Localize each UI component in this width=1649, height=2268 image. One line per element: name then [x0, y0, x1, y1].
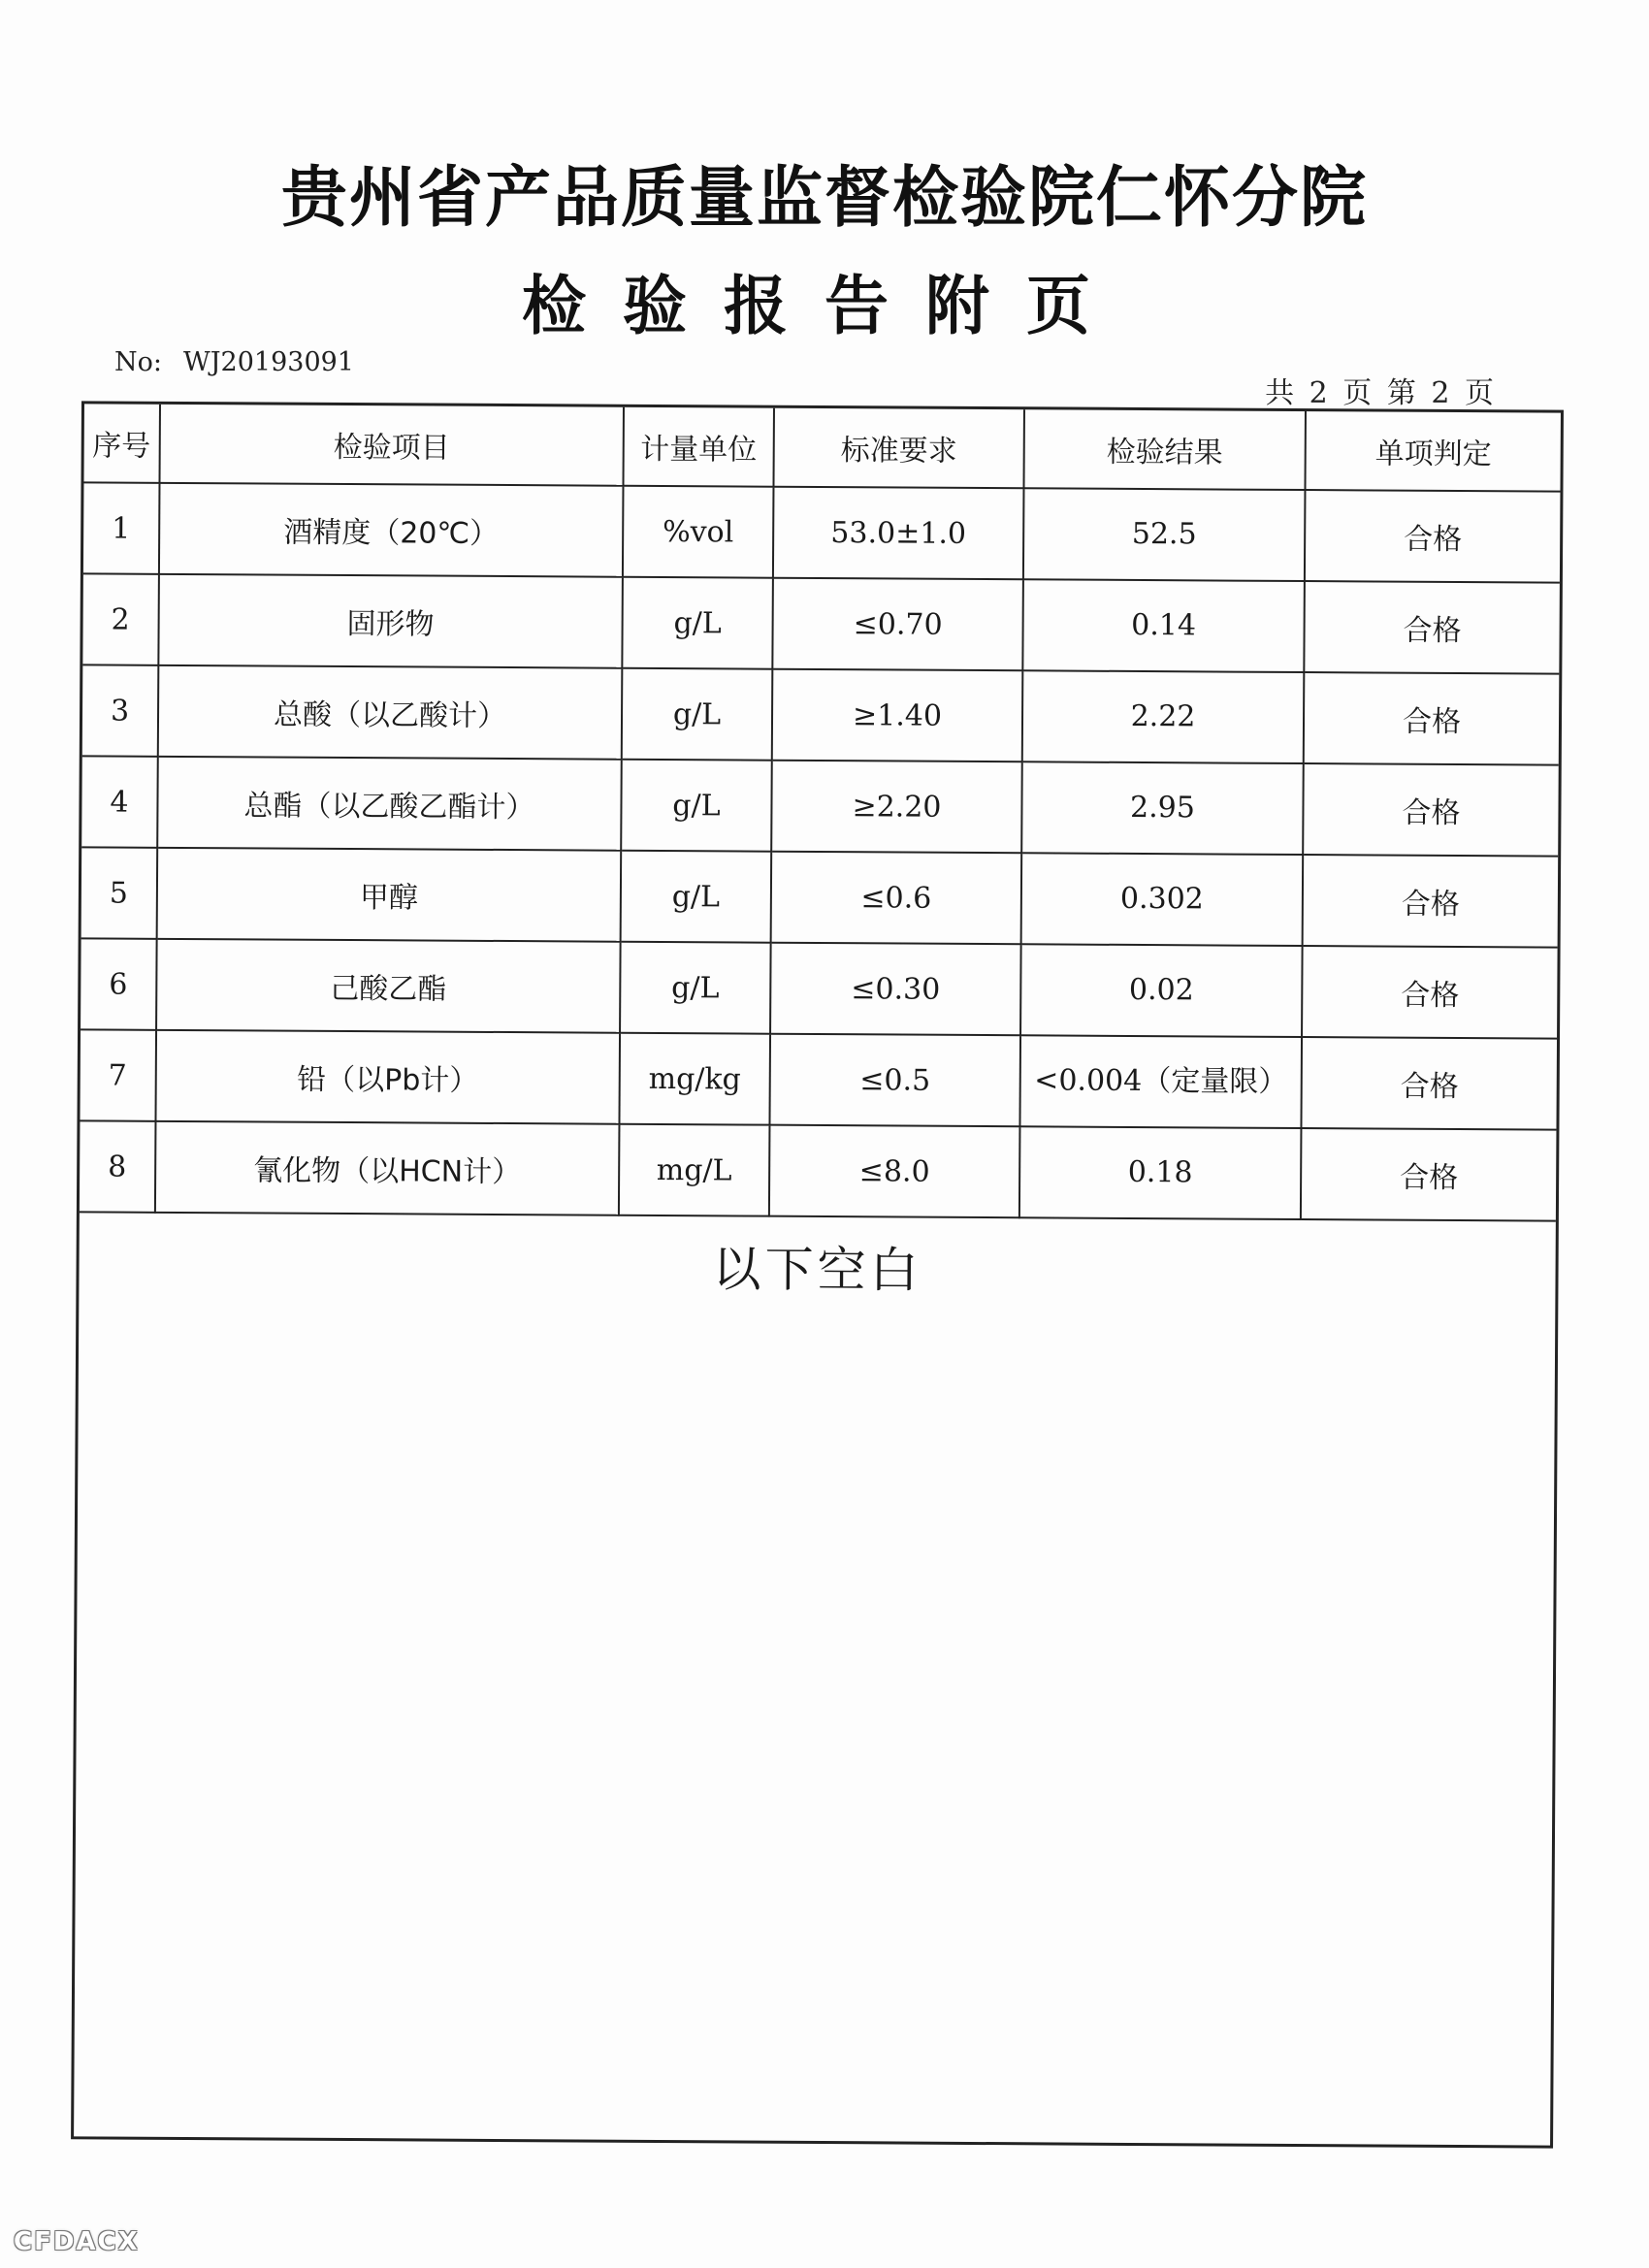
cell-item: 固形物 — [158, 574, 623, 668]
header-row — [84, 404, 1561, 491]
cell-verdict: 合格 — [1301, 1037, 1557, 1130]
cell-result: 0.18 — [1019, 1126, 1302, 1219]
header-standard: 标准要求 — [773, 408, 1023, 489]
header-result: 检验结果 — [1023, 409, 1305, 490]
cell-verdict: 合格 — [1304, 581, 1560, 674]
cell-standard: ≥2.20 — [771, 761, 1022, 854]
cell-result: 2.22 — [1022, 670, 1305, 763]
cell-result: <0.004（定量限） — [1019, 1035, 1302, 1128]
report-number — [114, 347, 354, 377]
cell-item: 铅（以Pb计） — [155, 1030, 620, 1124]
cell-verdict: 合格 — [1304, 672, 1560, 765]
report-frame — [71, 401, 1564, 2148]
cell-unit: g/L — [622, 668, 773, 761]
results-table — [80, 404, 1561, 1221]
cell-item: 总酯（以乙酸乙酯计） — [157, 757, 622, 851]
cell-no: 2 — [82, 573, 159, 664]
cell-result: 0.02 — [1020, 944, 1303, 1037]
cell-unit: g/L — [622, 577, 773, 669]
cell-standard: ≤0.6 — [771, 852, 1022, 945]
cell-unit: mg/L — [619, 1124, 770, 1216]
cell-item: 氰化物（以HCN计） — [155, 1121, 620, 1215]
cell-no: 4 — [81, 756, 158, 847]
cell-item: 己酸乙酯 — [156, 939, 621, 1033]
table-row — [83, 482, 1561, 582]
table-row — [80, 1029, 1557, 1129]
document-title: 检验报告附页 — [522, 269, 1127, 343]
cell-verdict: 合格 — [1301, 1128, 1557, 1221]
cell-no: 1 — [83, 482, 160, 573]
header-unit: 计量单位 — [623, 407, 773, 487]
table-row — [81, 938, 1558, 1038]
cell-standard: ≤8.0 — [769, 1125, 1020, 1218]
blank-below-note: 以下空白 — [712, 1241, 922, 1299]
cell-verdict: 合格 — [1305, 490, 1561, 583]
cell-verdict: 合格 — [1302, 946, 1558, 1039]
organization-title: 贵州省产品质量监督检验院仁怀分院 — [280, 160, 1368, 237]
cell-no: 6 — [81, 938, 157, 1029]
cell-unit: %vol — [623, 486, 774, 578]
table-row — [81, 847, 1559, 947]
cell-standard: ≥1.40 — [772, 669, 1023, 762]
cell-result: 0.302 — [1021, 853, 1304, 946]
table-row — [81, 756, 1559, 856]
cell-result: 0.14 — [1022, 579, 1305, 672]
cell-verdict: 合格 — [1303, 763, 1559, 857]
cell-item: 酒精度（20℃） — [159, 483, 624, 577]
cell-item: 甲醇 — [157, 848, 622, 942]
cell-unit: g/L — [621, 760, 772, 852]
cell-no: 3 — [82, 664, 159, 756]
header-no: 序号 — [84, 404, 160, 482]
report-number-label: No: — [114, 347, 162, 377]
cell-item: 总酸（以乙酸计） — [158, 665, 623, 760]
cell-unit: g/L — [621, 851, 772, 943]
table-row — [80, 1120, 1557, 1220]
report-number-value: WJ20193091 — [182, 347, 354, 377]
header-item: 检验项目 — [159, 405, 623, 486]
cell-no: 8 — [80, 1120, 156, 1212]
table-row — [82, 664, 1560, 764]
page-count: 共 2 页 第 2 页 — [1265, 376, 1494, 410]
cell-unit: mg/kg — [619, 1033, 770, 1125]
cell-standard: ≤0.30 — [770, 943, 1021, 1036]
cell-result: 52.5 — [1023, 488, 1306, 581]
table-row — [82, 573, 1560, 673]
cell-standard: ≤0.70 — [772, 578, 1023, 671]
cell-no: 7 — [80, 1029, 156, 1120]
cell-no: 5 — [81, 847, 158, 938]
watermark-logo: CFDACX — [14, 2227, 140, 2256]
cell-unit: g/L — [620, 942, 771, 1034]
cell-standard: ≤0.5 — [769, 1034, 1020, 1127]
cell-verdict: 合格 — [1303, 855, 1559, 948]
cell-standard: 53.0±1.0 — [773, 487, 1024, 580]
cell-result: 2.95 — [1021, 761, 1304, 855]
header-verdict: 单项判定 — [1305, 411, 1560, 492]
